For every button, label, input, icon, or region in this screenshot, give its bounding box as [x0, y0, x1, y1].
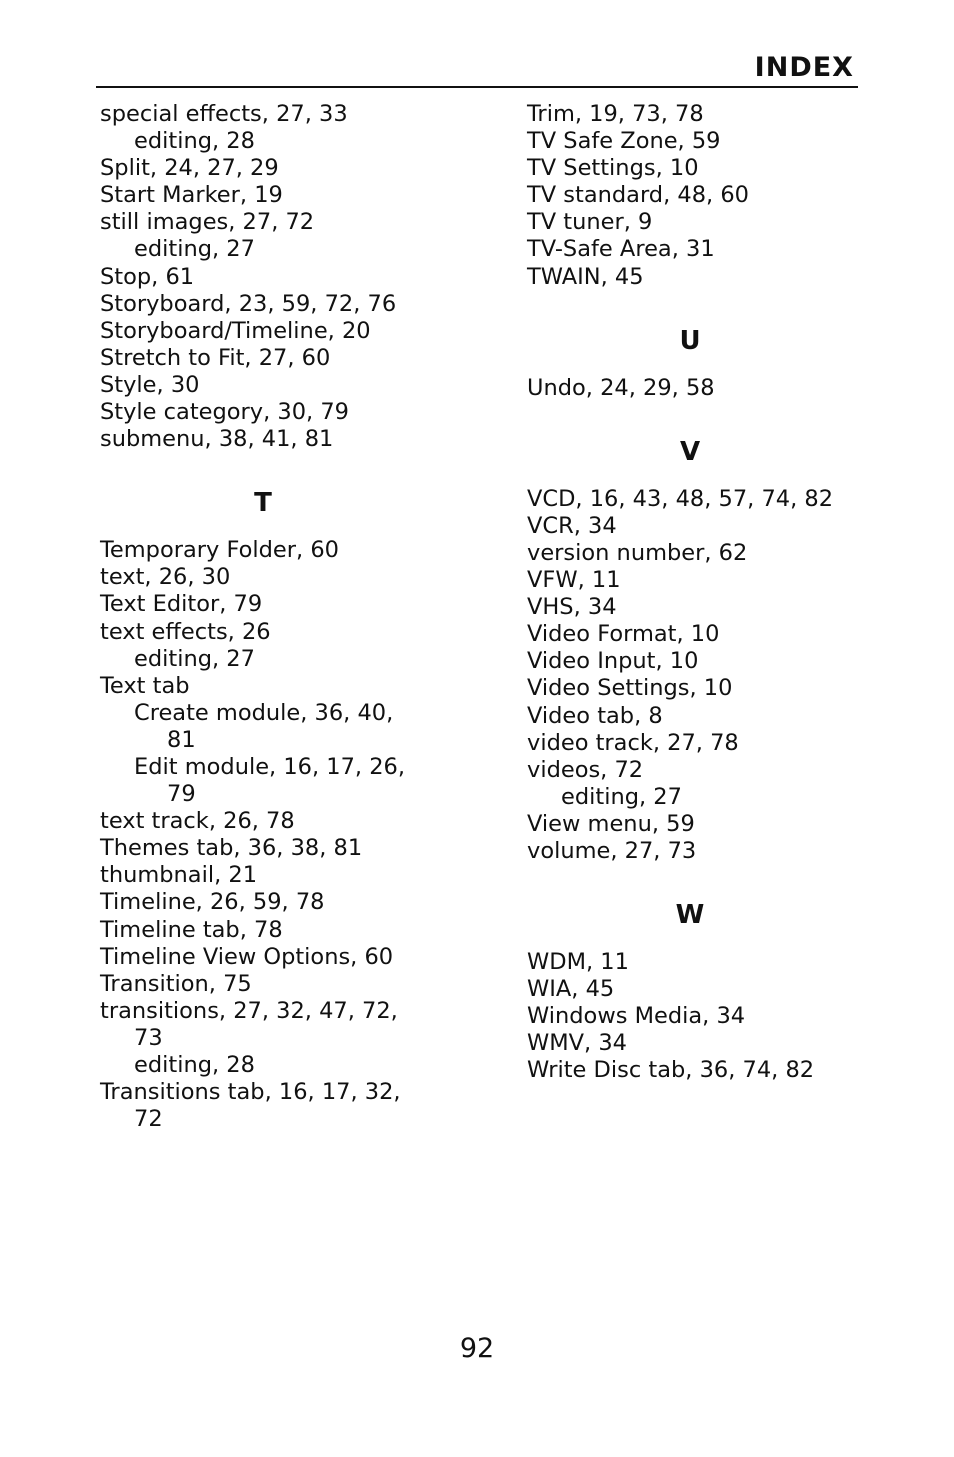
index-entry: TV Safe Zone, 59 [527, 128, 721, 155]
index-entry: Stretch to Fit, 27, 60 [100, 344, 331, 371]
index-entry: Text Editor, 79 [100, 591, 263, 618]
index-entry: Storyboard, 23, 59, 72, 76 [100, 290, 397, 317]
index-entry: Timeline tab, 78 [100, 916, 283, 943]
index-entry: Video tab, 8 [527, 702, 663, 729]
index-subentry: Edit module, 16, 17, 26, [134, 753, 405, 780]
index-entry: VFW, 11 [527, 567, 621, 594]
section-w [527, 949, 857, 1084]
index-entry: Undo, 24, 29, 58 [527, 374, 715, 401]
section-t [100, 537, 430, 1133]
index-entry: WDM, 11 [527, 949, 629, 976]
index-entry: Storyboard/Timeline, 20 [100, 317, 371, 344]
section-letter-w: W [675, 900, 705, 931]
index-entry: Video Settings, 10 [527, 675, 733, 702]
header-rule [96, 86, 858, 88]
index-continuation: 79 [167, 781, 196, 808]
index-entry: volume, 27, 73 [527, 837, 697, 864]
index-entry: Transitions tab, 16, 17, 32, [100, 1079, 401, 1106]
index-entry: video track, 27, 78 [527, 729, 739, 756]
index-subentry: editing, 27 [134, 645, 255, 672]
index-entry: TV standard, 48, 60 [527, 182, 749, 209]
index-entry: Write Disc tab, 36, 74, 82 [527, 1057, 815, 1084]
index-entry: TWAIN, 45 [527, 263, 644, 290]
index-entry: VCD, 16, 43, 48, 57, 74, 82 [527, 485, 834, 512]
index-subentry: editing, 28 [134, 1052, 255, 1078]
index-subentry: editing, 27 [561, 783, 682, 810]
section-letter-t: T [254, 488, 272, 519]
index-entry: Split, 24, 27, 29 [100, 155, 279, 182]
section-letter-u: U [679, 325, 701, 356]
index-entry: Style, 30 [100, 371, 200, 398]
index-subentry: editing, 28 [134, 128, 255, 155]
index-entry: videos, 72 [527, 756, 644, 783]
index-subentry: Create module, 36, 40, [134, 699, 394, 726]
index-entry: TV tuner, 9 [527, 209, 653, 236]
index-entry: View menu, 59 [527, 810, 695, 837]
index-entry: Timeline, 26, 59, 78 [100, 889, 325, 916]
index-entry: WMV, 34 [527, 1030, 627, 1057]
index-entry: version number, 62 [527, 539, 748, 566]
page-number: 92 [459, 1333, 495, 1364]
index-entry: Windows Media, 34 [527, 1003, 746, 1030]
index-entry: Stop, 61 [100, 263, 195, 290]
index-entry: Timeline View Options, 60 [100, 943, 394, 970]
section-letter-v: V [679, 436, 701, 467]
index-entry: VCR, 34 [527, 512, 617, 539]
index-entry: Transition, 75 [100, 970, 252, 997]
index-entry: submenu, 38, 41, 81 [100, 426, 334, 453]
index-header-title: INDEX [754, 52, 854, 83]
index-entry: still images, 27, 72 [100, 209, 315, 236]
index-subentry: editing, 27 [134, 236, 255, 263]
index-entry: VHS, 34 [527, 594, 617, 621]
section-t-cont [527, 101, 857, 291]
index-entry: text effects, 26 [100, 618, 271, 645]
index-entry: WIA, 45 [527, 976, 615, 1003]
index-entry: TV Settings, 10 [527, 155, 699, 182]
index-entry: Themes tab, 36, 38, 81 [100, 835, 363, 862]
index-entry: thumbnail, 21 [100, 862, 258, 889]
index-entry: Text tab [100, 672, 190, 699]
index-entry: Style category, 30, 79 [100, 399, 349, 426]
index-entry: Temporary Folder, 60 [100, 537, 339, 564]
section-s [100, 101, 430, 453]
index-column-left [100, 101, 430, 1133]
index-continuation: 72 [134, 1106, 163, 1133]
index-column-right [527, 101, 857, 1085]
section-v [527, 486, 857, 865]
index-entry: Trim, 19, 73, 78 [527, 101, 704, 127]
index-entry: Video Format, 10 [527, 621, 720, 648]
index-continuation: 81 [167, 726, 196, 753]
index-entry: Start Marker, 19 [100, 182, 283, 209]
index-entry: special effects, 27, 33 [100, 101, 348, 127]
index-entry: transitions, 27, 32, 47, 72, [100, 997, 398, 1024]
index-entry: Video Input, 10 [527, 648, 699, 675]
index-continuation: 73 [134, 1024, 163, 1051]
index-entry: text, 26, 30 [100, 564, 231, 591]
index-entry: TV-Safe Area, 31 [527, 236, 715, 263]
section-u [527, 375, 857, 402]
index-entry: text track, 26, 78 [100, 808, 295, 835]
